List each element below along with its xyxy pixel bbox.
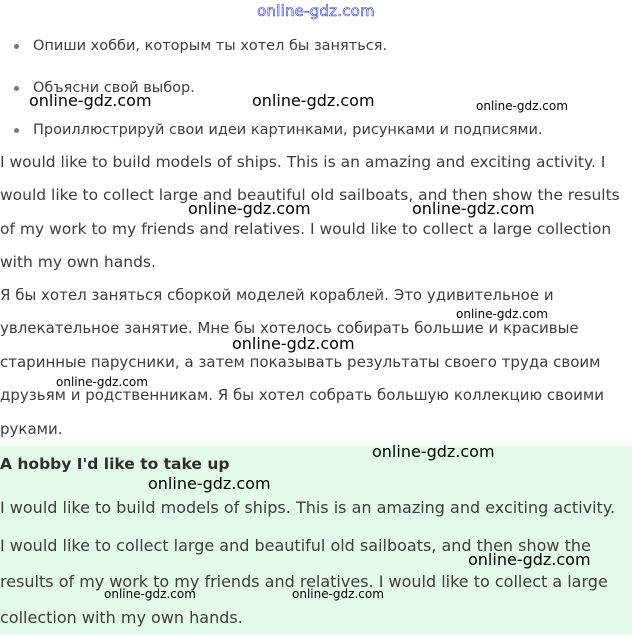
watermark: online-gdz.com [188,199,311,218]
highlight-paragraph: I would like to collect large and beautiful old sailboats, and then show the results of my work to my friends and relatives. I would like to collect a large collection with my own hands. [0,536,608,627]
watermark: online-gdz.com [456,307,548,321]
answer-english: I would like to build models of ships. This is an amazing and exciting activity. I would like to collect large and beautiful old sailboats, and then show the results of my work to my friends and relatives. I would like to collect a large collection with my own hands. [0,153,620,272]
highlight-heading: A hobby I'd like to take up [0,455,230,473]
bullet-icon [14,86,19,91]
highlighted-answer [0,442,632,635]
watermark: online-gdz.com [148,474,271,493]
list-item-text: Проиллюстрируй свои идеи картинками, рисунками и подписями. [33,122,543,138]
watermark: online-gdz.com [56,375,148,389]
watermark: online-gdz.com [292,587,384,601]
highlight-paragraph: I would like to build models of ships. This is an amazing and exciting activity. [0,498,616,517]
watermark: online-gdz.com [252,91,375,110]
watermark: online-gdz.com [29,91,152,110]
watermark: online-gdz.com [232,334,355,353]
answer-russian: Я бы хотел заняться сборкой моделей кораблей. Это удивительное и увлекательное занятие. Мне бы хотелось собирать большие и красивые старинные парусники, а затем показывать результаты своего труда своим друзьям и родственникам. Я бы хотел собрать большую коллекцию своими руками. [0,286,604,438]
watermark: online-gdz.com [468,550,591,569]
list-item-text: Опиши хобби, которым ты хотел бы заняться. [33,38,388,54]
watermark: online-gdz.com [412,199,535,218]
watermark: online-gdz.com [476,99,568,113]
watermark: online-gdz.com [372,442,495,461]
site-link[interactable]: online-gdz.com [257,2,375,20]
site-header [0,0,632,22]
list-item-text: Объясни свой выбор. [33,80,195,96]
watermark: online-gdz.com [104,587,196,601]
bullet-icon [14,128,19,133]
bullet-icon [14,44,19,49]
